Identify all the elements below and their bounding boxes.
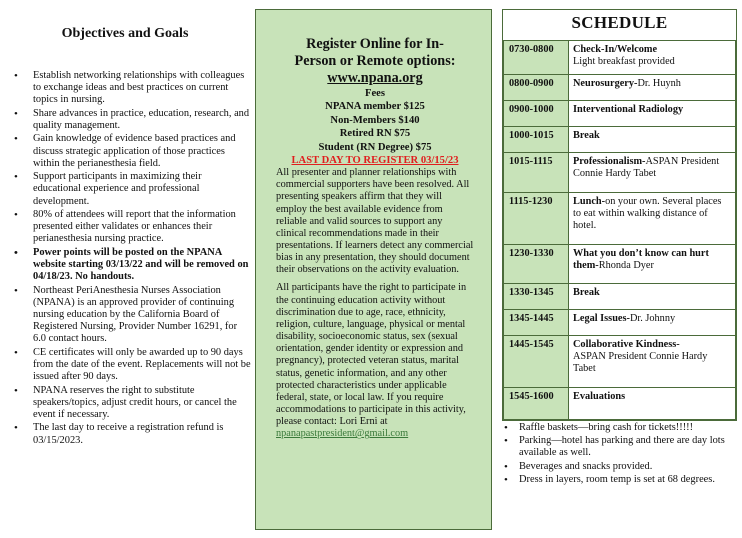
- schedule-title: SCHEDULE: [571, 13, 668, 32]
- nondiscrimination-text: All participants have the right to participate in the continuing education activity without discrimination due to age, race, ethnicity, religion, culture, language, physical or mental disability, socioeconomic status, sex (sexual orientation, gender identity or expression and pregnancy), protected veteran status, marital status, genetic information, and any other protected characteristics under applicable federal, state, or local law. If you require accommodations to participate in this activity, please contact: Lori Erni at: [276, 282, 467, 428]
- schedule-activity: Interventional Radiology: [569, 101, 736, 127]
- fee-member: NPANA member $125: [325, 101, 425, 113]
- objectives-column: [0, 0, 250, 538]
- nondiscrimination-statement: [276, 282, 474, 440]
- schedule-time: 1545-1600: [504, 388, 569, 420]
- schedule-activity: Lunch-on your own. Several places to eat within walking distance of hotel.: [569, 193, 736, 245]
- schedule-row: [504, 41, 736, 75]
- objective-item: • NPANA reserves the right to substitute speakers/topics, adjust credit hours, or cancel the event if necessary.: [33, 385, 251, 422]
- objective-item: • Share advances in practice, education, research, and quality management.: [33, 108, 251, 132]
- objective-item: • Northeast PeriAnesthesia Nurses Association (NPANA) is an approved provider of continuing nursing education by the California Board of Registered Nursing, Provider Number 16291, for 6.0 contact hours.: [33, 285, 251, 346]
- register-heading-line2: Person or Remote options:: [294, 53, 456, 69]
- objective-item: • Establish networking relationships with colleagues to exchange ideas and best practices on current topics in nursing.: [33, 70, 251, 107]
- schedule-time: 0900-1000: [504, 101, 569, 127]
- schedule-row: [504, 284, 736, 310]
- schedule-row: [504, 245, 736, 284]
- fee-student: Student (RN Degree) $75: [318, 141, 432, 153]
- schedule-time: 0800-0900: [504, 75, 569, 101]
- objectives-heading: Objectives and Goals: [61, 26, 189, 41]
- schedule-activity: Legal Issues-Dr. Johnny: [569, 310, 736, 336]
- event-note: • Raffle baskets—bring cash for tickets!!!!!: [519, 422, 741, 434]
- fees-label: Fees: [365, 88, 385, 99]
- schedule-row: [504, 127, 736, 153]
- fee-nonmember: Non-Members $140: [330, 114, 420, 126]
- objective-item: • Gain knowledge of evidence based practices and discuss strategic application of those practices within the perianesthesia field.: [33, 133, 251, 170]
- schedule-time: 1330-1345: [504, 284, 569, 310]
- schedule-row: [504, 153, 736, 193]
- schedule-time: 1015-1115: [504, 153, 569, 193]
- objective-item: • Support participants in maximizing their educational experience and professional development.: [33, 171, 251, 208]
- schedule-row: [504, 101, 736, 127]
- commercial-disclosure: All presenter and planner relationships with commercial supporters have been resolved. All presenting speakers affirm that they will employ the best available evidence from reliable and valid sources to support any clinical recommendations made in their presentations. If learners detect any commercial bias in any presentation, they should document their observations on the activity evaluation.: [276, 167, 474, 276]
- register-heading-line1: Register Online for In-: [306, 36, 444, 52]
- registration-deadline: LAST DAY TO REGISTER 03/15/23: [291, 155, 459, 167]
- objectives-list: [33, 70, 251, 448]
- schedule-time: 1115-1230: [504, 193, 569, 245]
- schedule-row: [504, 193, 736, 245]
- schedule-row: [504, 388, 736, 420]
- schedule-activity: Break: [569, 284, 736, 310]
- schedule-activity: What you don’t know can hurt them-Rhonda Dyer: [569, 245, 736, 284]
- event-note: • Parking—hotel has parking and there are day lots available as well.: [519, 435, 741, 459]
- event-notes-list: [519, 422, 741, 487]
- schedule-activity: Neurosurgery-Dr. Huynh: [569, 75, 736, 101]
- event-note: • Beverages and snacks provided.: [519, 461, 741, 473]
- schedule-time: 0730-0800: [504, 41, 569, 75]
- schedule-time: 1345-1445: [504, 310, 569, 336]
- objective-item: • CE certificates will only be awarded up to 90 days from the date of the event. Replacements will not be issued after 90 days.: [33, 347, 251, 384]
- event-note: • Dress in layers, room temp is set at 68 degrees.: [519, 474, 741, 486]
- schedule-table: [503, 40, 736, 420]
- powerpoint-notice: • Power points will be posted on the NPANA website starting 03/13/22 and will be removed on 04/18/23. No handouts.: [33, 247, 251, 284]
- schedule-activity: Evaluations: [569, 388, 736, 420]
- schedule-row: [504, 336, 736, 388]
- schedule-time: 1230-1330: [504, 245, 569, 284]
- schedule-activity: Break: [569, 127, 736, 153]
- schedule-panel: [502, 9, 737, 421]
- objective-item: • The last day to receive a registration refund is 03/15/2023.: [33, 422, 251, 446]
- schedule-row: [504, 75, 736, 101]
- schedule-row: [504, 310, 736, 336]
- fee-retired: Retired RN $75: [339, 128, 411, 140]
- schedule-activity: Collaborative Kindness- ASPAN President Connie Hardy Tabet: [569, 336, 736, 388]
- contact-email-link[interactable]: npanapastpresident@gmail.com: [276, 428, 409, 440]
- schedule-time: 1445-1545: [504, 336, 569, 388]
- schedule-time: 1000-1015: [504, 127, 569, 153]
- objective-item: • 80% of attendees will report that the information presented either validates or enhances their perianesthesia nursing practice.: [33, 209, 251, 246]
- schedule-activity: Professionalism-ASPAN President Connie Hardy Tabet: [569, 153, 736, 193]
- registration-link[interactable]: www.npana.org: [327, 70, 423, 86]
- registration-panel: [255, 9, 492, 530]
- schedule-activity: Check-In/Welcome Light breakfast provided: [569, 41, 736, 75]
